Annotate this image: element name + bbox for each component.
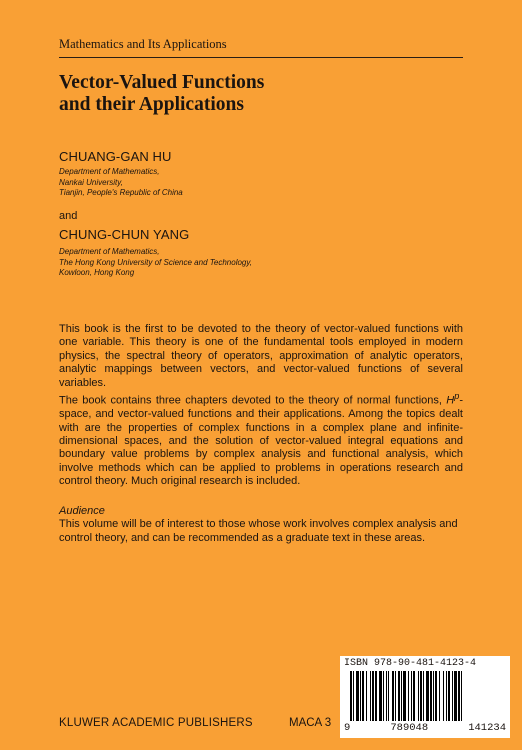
barcode-bar <box>350 671 352 721</box>
barcode-bar <box>443 671 444 721</box>
audience-heading: Audience <box>59 505 105 517</box>
barcode-bar <box>362 671 364 721</box>
barcode-bar <box>458 671 460 721</box>
author-2-name: CHUNG-CHUN YANG <box>59 227 190 242</box>
barcode-bar <box>423 671 424 721</box>
p2-lead: The book contains three chapters devoted to the theory of normal functions, <box>59 394 447 407</box>
author-1-affiliation-line: Nankai University, <box>59 177 123 187</box>
barcode-bar <box>454 671 457 721</box>
title-line-1: Vector-Valued Functions <box>59 72 265 93</box>
p2-rest: -space, and vector-valued functions and their applications. Among the topics dealt with are the properties of complex functions in a complex plane and infinite-dimensional spaces, and the solution of vector-valued integral equations and boundary value problems by complex analysis and functional analysis, which involve methods which can be applied to problems in operations research and control theory. Much original research is included. <box>59 394 463 488</box>
barcode-bar <box>461 671 462 721</box>
barcode-bar <box>375 671 377 721</box>
and-connector: and <box>59 210 78 222</box>
author-2-affiliation-line: Kowloon, Hong Kong <box>59 268 135 277</box>
barcode-bars <box>350 671 502 721</box>
author-1-name: CHUANG-GAN HU <box>59 149 172 164</box>
audience-text: This volume will be of interest to those whose work involves complex analysis and control theory, and can be recommended as a graduate text in these areas. <box>59 518 458 544</box>
ean-digit-group-2: 141234 <box>468 722 506 734</box>
barcode-bar <box>448 671 450 721</box>
barcode-bar <box>433 671 434 721</box>
barcode-bar <box>366 671 367 721</box>
barcode-bar <box>452 671 453 721</box>
barcode-bar <box>439 671 440 721</box>
isbn-number: ISBN 978-90-481-4123-4 <box>344 658 477 669</box>
description-paragraph-1: This book is the first to be devoted to the theory of vector-valued functions with one variable. This theory is one of the fundamental tools employed in modern physics, the spectral theory of operators, approximation of analytic operators, analytic mappings between vectors, and vector-valued functions of several variables. <box>59 323 463 389</box>
barcode-bar <box>388 671 389 721</box>
barcode-bar <box>372 671 374 721</box>
barcode-bar <box>401 671 402 721</box>
barcode-bar <box>418 671 419 721</box>
barcode-bar <box>398 671 400 721</box>
barcode-bar <box>360 671 361 721</box>
publisher-name: KLUWER ACADEMIC PUBLISHERS <box>59 717 253 729</box>
barcode-bar <box>408 671 409 721</box>
barcode-bar <box>411 671 412 721</box>
isbn-barcode <box>340 656 510 738</box>
barcode-bar <box>403 671 406 721</box>
author-1-affiliation <box>59 167 183 199</box>
author-1-affiliation-line: Department of Mathematics, <box>59 167 160 176</box>
author-2-affiliation-line: The Hong Kong University of Science and Technology, <box>59 257 253 267</box>
description <box>59 323 463 489</box>
header-rule <box>59 57 463 58</box>
barcode-bar <box>356 671 359 721</box>
barcode-bar <box>392 671 394 721</box>
barcode-bar <box>386 671 387 721</box>
barcode-bar <box>370 671 371 721</box>
barcode-bar <box>420 671 422 721</box>
description-paragraph-2 <box>59 390 463 489</box>
ean-digit-group-1: 789048 <box>390 722 429 734</box>
barcode-bar <box>383 671 384 721</box>
series-name: Mathematics and Its Applications <box>59 37 227 51</box>
book-title <box>59 72 264 116</box>
barcode-bar <box>353 671 354 721</box>
barcode-bar <box>430 671 432 721</box>
ean-digit-first: 9 <box>344 722 351 734</box>
hp-symbol: H <box>446 394 455 407</box>
barcode-bar <box>395 671 396 721</box>
ean-digits <box>340 722 510 734</box>
barcode-bar <box>426 671 429 721</box>
barcode-bar <box>446 671 447 721</box>
hp-superscript: p <box>454 391 460 402</box>
author-1-affiliation-line: Tianjin, People's Republic of China <box>59 188 183 197</box>
audience-section <box>59 505 463 545</box>
barcode-bar <box>379 671 382 721</box>
author-2-affiliation-line: Department of Mathematics, <box>59 247 160 256</box>
author-2-affiliation <box>59 247 252 279</box>
series-code: MACA 3 <box>289 717 332 729</box>
barcode-bar <box>413 671 415 721</box>
title-line-2: and their Applications <box>59 94 244 115</box>
barcode-bar <box>435 671 437 721</box>
